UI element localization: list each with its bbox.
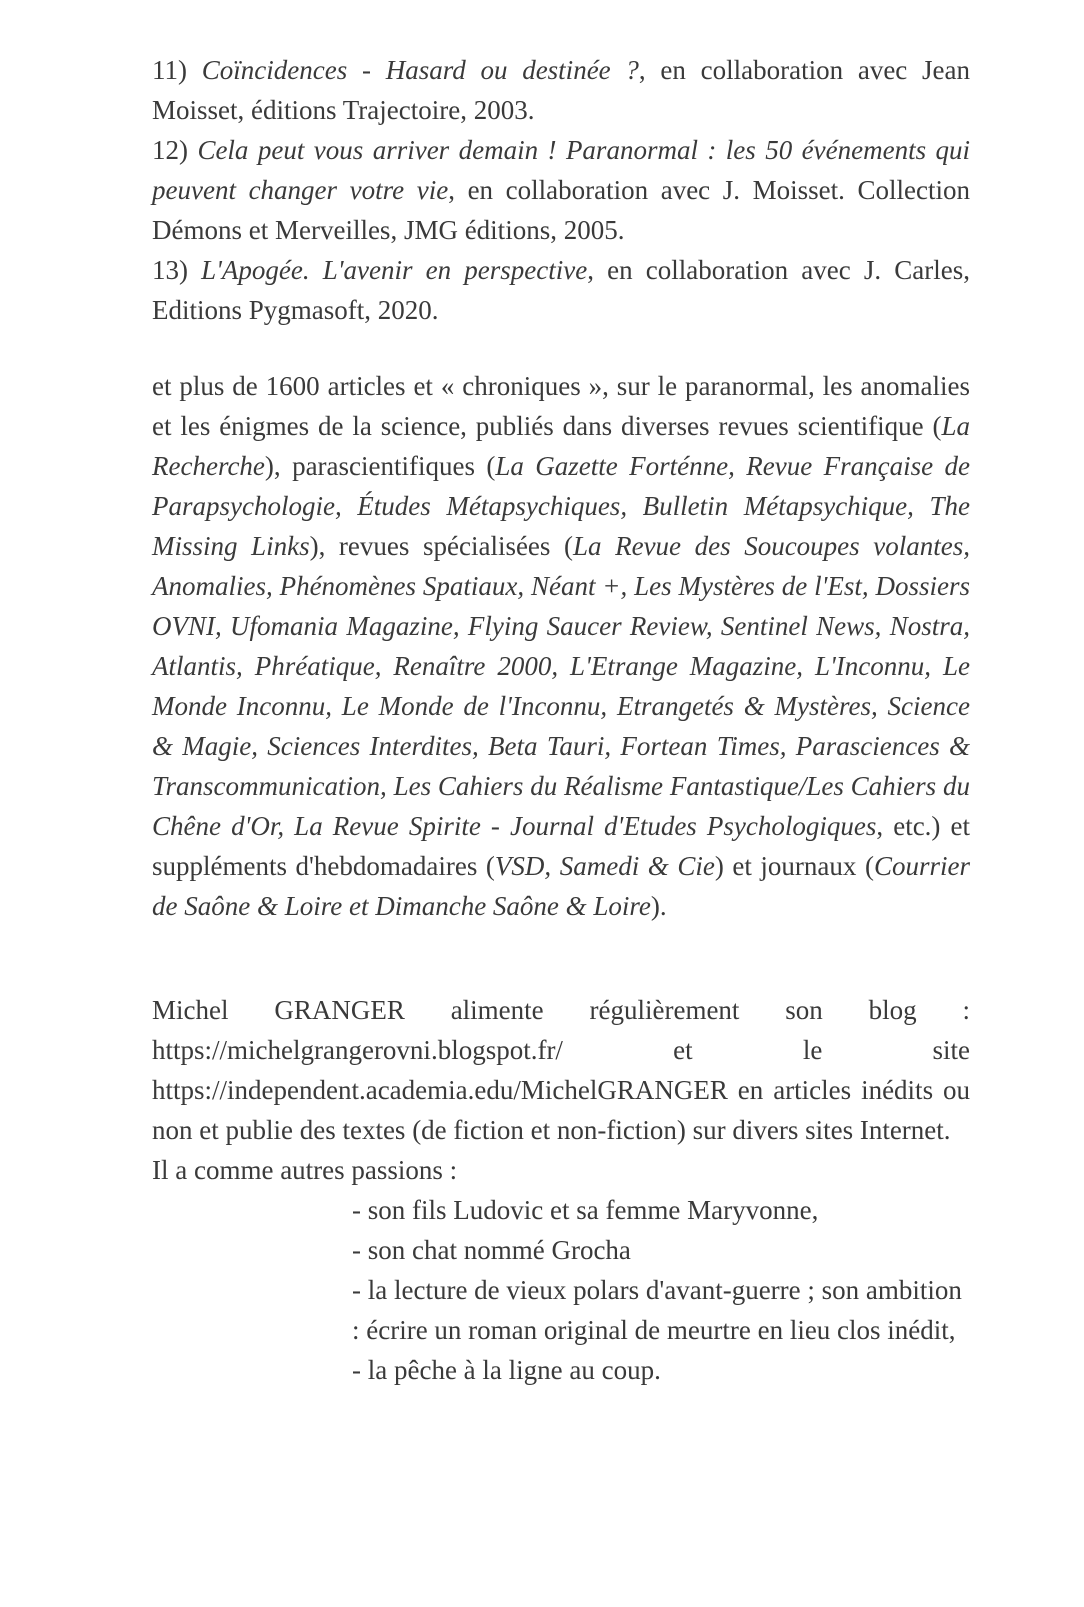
articles-section (152, 366, 970, 926)
book-title: Cela peut vous arriver demain ! Paranormal : les 50 événements qui peuvent changer votre vie (152, 135, 971, 205)
book-title: L'Apogée. L'avenir en perspective (201, 255, 588, 285)
passion-item: - la pêche à la ligne au coup. (352, 1355, 661, 1385)
passion-item: - la lecture de vieux polars d'avant-guerre ; son ambition : écrire un roman original de meurtre en lieu clos inédit, (352, 1275, 962, 1345)
book-title: Coïncidences - Hasard ou destinée ? (201, 55, 639, 85)
bibliography-item: 12) Cela peut vous arriver demain ! Paranormal : les 50 événements qui peuvent changer votre vie, en collaboration avec J. Moisset. Collection Démons et Merveilles, JMG éditions, 2005. (152, 135, 971, 245)
passions-intro: Il a comme autres passions : (152, 1155, 458, 1185)
articles-paragraph: et plus de 1600 articles et « chroniques », sur le paranormal, les anomalies et les énigmes de la science, publiés dans diverses revues scientifique (La Recherche), parascientifiques (La Gazette Forténne, Revue Française de Parapsychologie, Études Métapsychiques, Bulletin Métapsychique, The Missing Links), revues spécialisées (La Revue des Soucoupes volantes, Anomalies, Phénomènes Spatiaux, Néant +, Les Mystères de l'Est, Dossiers OVNI, Ufomania Magazine, Flying Saucer Review, Sentinel News, Nostra, Atlantis, Phréatique, Renaître 2000, L'Etrange Magazine, L'Inconnu, Le Monde Inconnu, Le Monde de l'Inconnu, Etrangetés & Mystères, Science & Magie, Sciences Interdites, Beta Tauri, Fortean Times, Parasciences & Transcommunication, Les Cahiers du Réalisme Fantastique/Les Cahiers du Chêne d'Or, La Revue Spirite - Journal d'Etudes Psychologiques, etc.) et suppléments d'hebdomadaires (VSD, Samedi & Cie) et journaux (Courrier de Saône & Loire et Dimanche Saône & Loire). (152, 371, 971, 921)
bibliography-item: 13) L'Apogée. L'avenir en perspective, en collaboration avec J. Carles, Editions Pygmasoft, 2020. (152, 255, 971, 325)
passions-list (352, 1190, 970, 1390)
author-section (152, 990, 970, 1390)
bibliography-list (152, 50, 970, 330)
bibliography-item: 11) Coïncidences - Hasard ou destinée ?, en collaboration avec Jean Moisset, éditions Trajectoire, 2003. (152, 55, 971, 125)
passion-item: - son fils Ludovic et sa femme Maryvonne, (352, 1195, 819, 1225)
passion-item: - son chat nommé Grocha (352, 1235, 631, 1265)
blog-paragraph: Michel GRANGER alimente régulièrement son blog : https://michelgrangerovni.blogspot.fr/ et le site https://independent.academia.edu/MichelGRANGER en articles inédits ou non et publie des textes (de fiction et non-fiction) sur divers sites Internet. (152, 995, 970, 1145)
